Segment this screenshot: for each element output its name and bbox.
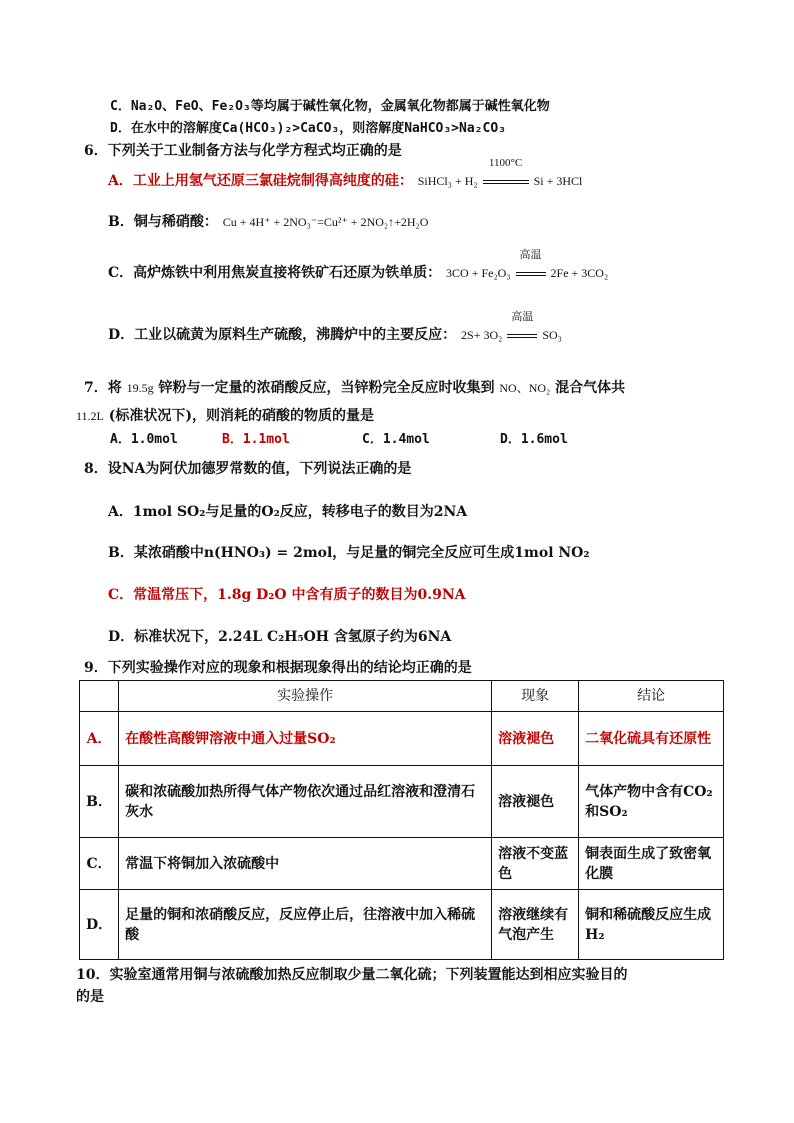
q7-amount: 19.5g bbox=[126, 381, 154, 395]
row-operation: 在酸性高酸钾溶液中通入过量SO₂ bbox=[119, 712, 492, 766]
q7-stem-line2 bbox=[76, 407, 374, 425]
q8-stem: 8．设NA为阿伏加德罗常数的值，下列说法正确的是 bbox=[84, 461, 412, 477]
row-conclusion: 二氧化硫具有还原性 bbox=[579, 712, 724, 766]
q7-stem-line1 bbox=[84, 379, 625, 397]
q6-a-condition bbox=[481, 157, 531, 190]
row-operation: 足量的铜和浓硝酸反应，反应停止后，往溶液中加入稀硫酸 bbox=[119, 890, 492, 960]
q6-a-text: A．工业上用氢气还原三氯硅烷制得高纯度的硅： bbox=[108, 173, 413, 189]
q7-option-d: D．1.6mol bbox=[500, 432, 568, 447]
table-row bbox=[80, 766, 724, 838]
q8-option-b: B．某浓硝酸中n(HNO₃) = 2mol，与足量的铜完全反应可生成1mol NO₂ bbox=[108, 545, 590, 561]
row-phenomenon: 溶液褪色 bbox=[492, 712, 579, 766]
q6-option-a bbox=[108, 157, 583, 190]
q8-option-d: D．标准状况下，2.24L C₂H₅OH 含氢原子约为6NA bbox=[108, 629, 452, 645]
q6-c-eq-left: 3CO + Fe₂O₃ bbox=[446, 266, 511, 280]
row-conclusion: 铜表面生成了致密氧化膜 bbox=[579, 838, 724, 890]
table-header-conclusion: 结论 bbox=[579, 681, 724, 712]
q6-option-c bbox=[108, 249, 609, 282]
row-phenomenon: 溶液继续有气泡产生 bbox=[492, 890, 579, 960]
q7-gas: NO、NO₂ bbox=[499, 381, 551, 395]
row-phenomenon: 溶液褪色 bbox=[492, 766, 579, 838]
q6-d-text: D．工业以硫黄为原料生产硫酸，沸腾炉中的主要反应： bbox=[108, 327, 457, 343]
q6-d-condition bbox=[505, 311, 539, 344]
q10-stem-line2: 的是 bbox=[76, 989, 104, 1005]
q6-a-cond-text: 1100°C bbox=[488, 157, 523, 169]
table-header-row bbox=[80, 681, 724, 712]
q8-option-c: C．常温常压下，1.8g D₂O 中含有质子的数目为0.9NA bbox=[108, 587, 466, 603]
q7-option-b: B．1.1mol bbox=[222, 432, 290, 447]
q6-a-equation bbox=[417, 157, 583, 188]
q6-c-condition bbox=[514, 249, 548, 282]
q7-stem-4: (标准状况下)，则消耗的硝酸的物质的量是 bbox=[108, 408, 375, 424]
row-conclusion: 铜和稀硫酸反应生成H₂ bbox=[579, 890, 724, 960]
table-row bbox=[80, 712, 724, 766]
q7-stem-3: 混合气体共 bbox=[555, 380, 626, 396]
row-label: D． bbox=[80, 890, 119, 960]
q6-option-b bbox=[108, 213, 428, 231]
table-header-label bbox=[80, 681, 119, 712]
q6-a-eq-right: Si + 3HCl bbox=[533, 174, 583, 188]
q6-c-cond-text: 高温 bbox=[519, 249, 542, 261]
q7-stem-2: 锌粉与一定量的浓硝酸反应，当锌粉完全反应时收集到 bbox=[158, 380, 495, 396]
row-label: A． bbox=[80, 712, 119, 766]
q6-option-d bbox=[108, 311, 562, 344]
q6-d-eq-right: SO₃ bbox=[542, 328, 562, 342]
q6-d-cond-text: 高温 bbox=[511, 311, 534, 323]
q7-volume: 11.2L bbox=[76, 409, 104, 423]
q6-a-eq-left: SiHCl₃ + H₂ bbox=[417, 174, 478, 188]
q5-option-c: C．Na₂O、FeO、Fe₂O₃等均属于碱性氧化物，金属氧化物都属于碱性氧化物 bbox=[110, 99, 550, 114]
q9-stem: 9．下列实验操作对应的现象和根据现象得出的结论均正确的是 bbox=[84, 660, 472, 676]
q6-b-equation: Cu + 4H⁺ + 2NO₃⁻=Cu²⁺ + 2NO₂↑+2H₂O bbox=[222, 215, 429, 229]
table-row bbox=[80, 838, 724, 890]
row-conclusion: 气体产物中含有CO₂和SO₂ bbox=[579, 766, 724, 838]
table-row bbox=[80, 890, 724, 960]
table-header-operation: 实验操作 bbox=[119, 681, 492, 712]
q7-option-c: C．1.4mol bbox=[362, 432, 430, 447]
q5-option-d: D．在水中的溶解度Ca(HCO₃)₂>CaCO₃，则溶解度NaHCO₃>Na₂CO₃ bbox=[110, 121, 506, 136]
q7-option-a: A．1.0mol bbox=[110, 432, 178, 447]
q6-c-text: C．高炉炼铁中利用焦炭直接将铁矿石还原为铁单质： bbox=[108, 265, 442, 281]
row-phenomenon: 溶液不变蓝色 bbox=[492, 838, 579, 890]
q10-stem-line1: 10．实验室通常用铜与浓硫酸加热反应制取少量二氧化硫；下列装置能达到相应实验目的 bbox=[76, 967, 628, 983]
q6-b-text: B．铜与稀硝酸： bbox=[108, 214, 218, 230]
q6-stem: 6．下列关于工业制备方法与化学方程式均正确的是 bbox=[84, 143, 402, 159]
q9-experiment-table bbox=[79, 680, 724, 960]
q6-d-eq-left: 2S+ 3O₂ bbox=[461, 328, 503, 342]
q8-option-a: A．1mol SO₂与足量的O₂反应，转移电子的数目为2NA bbox=[108, 504, 468, 520]
q6-c-equation bbox=[446, 249, 609, 280]
table-header-phenomenon: 现象 bbox=[492, 681, 579, 712]
row-label: B． bbox=[80, 766, 119, 838]
row-operation: 常温下将铜加入浓硫酸中 bbox=[119, 838, 492, 890]
row-label: C． bbox=[80, 838, 119, 890]
q6-d-equation bbox=[461, 311, 562, 342]
q6-c-eq-right: 2Fe + 3CO₂ bbox=[550, 266, 609, 280]
row-operation: 碳和浓硫酸加热所得气体产物依次通过品红溶液和澄清石灰水 bbox=[119, 766, 492, 838]
q7-stem-1: 7．将 bbox=[84, 380, 122, 396]
